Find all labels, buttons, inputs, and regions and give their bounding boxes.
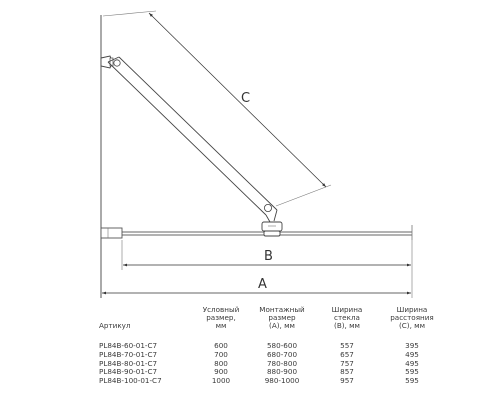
glass-clamp: [262, 222, 282, 236]
cell-nominal-size: 900: [214, 367, 228, 377]
table-header-row: [95, 306, 447, 342]
cell-glass-width: 957: [340, 376, 354, 386]
dimension-a-label: A: [258, 277, 267, 292]
header-distance-width: Ширина расстояния (С), мм: [390, 305, 434, 330]
cell-distance-width: 595: [405, 376, 419, 386]
cell-mounting-size: 980-1000: [264, 376, 300, 386]
support-bar: [108, 57, 277, 222]
cell-glass-width: 557: [340, 341, 354, 350]
dimension-b-label: B: [264, 249, 273, 264]
header-nominal-size: Условный размер, мм: [202, 305, 240, 330]
cell-nominal-size: 600: [214, 341, 228, 350]
glass-panel: [103, 225, 412, 240]
cell-mounting-size: 780-800: [266, 358, 298, 368]
cell-mounting-size: 680-700: [266, 349, 298, 359]
cell-article: PL84B-70-01-C7: [99, 349, 158, 359]
cell-distance-width: 395: [405, 341, 419, 350]
cell-nominal-size: 1000: [211, 376, 231, 386]
cell-distance-width: 495: [405, 358, 419, 368]
cell-distance-width: 595: [405, 367, 419, 377]
cell-glass-width: 857: [340, 367, 354, 377]
header-glass-width: Ширина стекла (В), мм: [331, 305, 363, 330]
cell-mounting-size: 880-900: [266, 367, 298, 377]
header-article: Артикул: [99, 321, 131, 330]
cell-mounting-size: 580-600: [266, 341, 298, 350]
cell-article: PL84B-90-01-C7: [99, 367, 158, 377]
header-mounting-size: Монтажный размер (А), мм: [259, 305, 305, 330]
cell-article: PL84B-100-01-C7: [99, 376, 162, 386]
dimension-c: [103, 11, 331, 206]
cell-glass-width: 757: [340, 358, 354, 368]
dimension-b: [122, 240, 412, 270]
dimension-a: [102, 270, 412, 298]
cell-distance-width: 495: [405, 349, 419, 359]
table-row: [95, 377, 447, 386]
cell-glass-width: 657: [340, 349, 354, 359]
cell-article: PL84B-60-01-C7: [99, 341, 158, 350]
cell-article: PL84B-80-01-C7: [99, 358, 158, 368]
cell-nominal-size: 800: [214, 358, 228, 368]
wall-profile: [101, 228, 122, 238]
dimension-c-label: C: [241, 91, 251, 106]
cell-nominal-size: 700: [214, 349, 228, 359]
spec-table: [95, 306, 447, 386]
wall-bracket: [101, 56, 113, 68]
